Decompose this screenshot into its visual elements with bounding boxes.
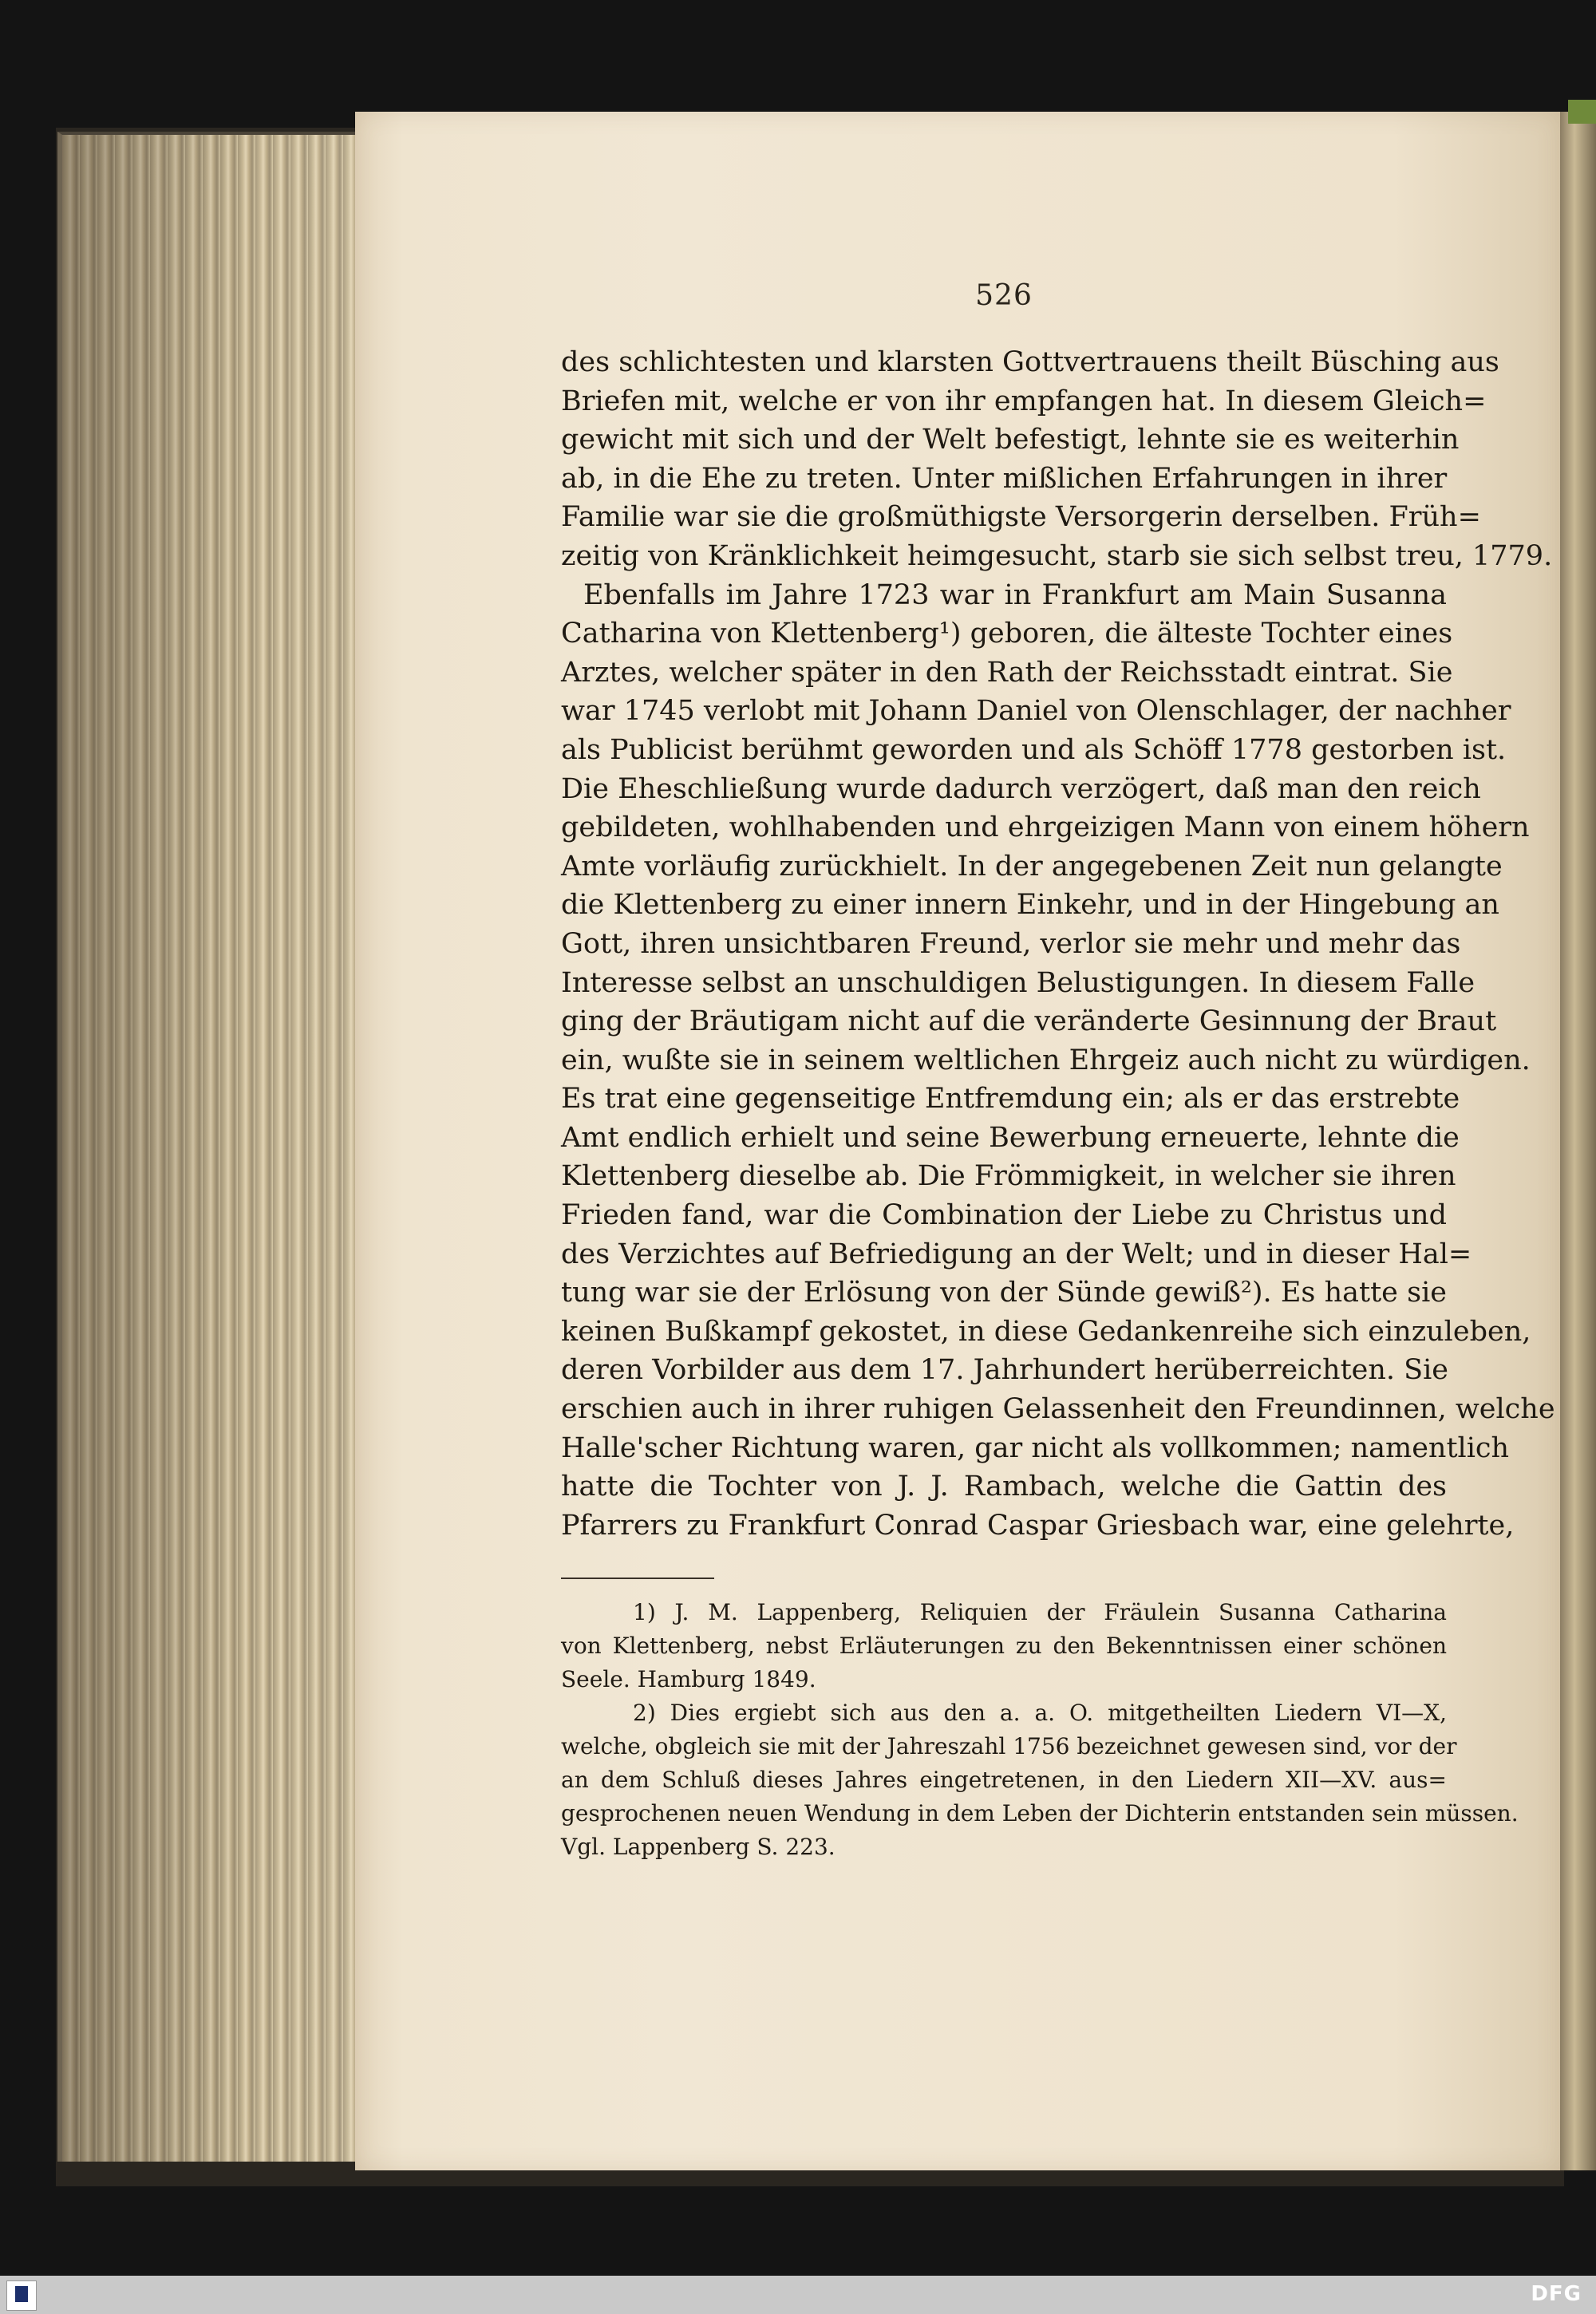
footnote-line: von Klettenberg, nebst Erläuterungen zu den Bekenntnissen einer schönen xyxy=(561,1633,1447,1659)
text-line: Catharina von Klettenberg¹) geboren, die älteste Tochter eines xyxy=(561,618,1453,650)
footnote-line: an dem Schluß dieses Jahres eingetretenen, in den Liedern XII—XV. aus= xyxy=(561,1767,1447,1793)
library-logo-icon xyxy=(6,2280,37,2311)
text-line: deren Vorbilder aus dem 17. Jahrhundert herüberreichten. Sie xyxy=(561,1354,1449,1387)
footnote-line: 1) J. M. Lappenberg, Reliquien der Fräulein Susanna Catharina xyxy=(633,1599,1447,1625)
text-line: gewicht mit sich und der Welt befestigt, lehnte sie es weiterhin xyxy=(561,424,1460,456)
text-line: Frieden fand, war die Combination der Liebe zu Christus und xyxy=(561,1199,1447,1232)
text-line: Arztes, welcher später in den Rath der Reichsstadt eintrat. Sie xyxy=(561,656,1453,689)
text-line: Interesse selbst an unschuldigen Belustigungen. In diesem Falle xyxy=(561,966,1476,999)
footnote-line: 2) Dies ergiebt sich aus den a. a. O. mitgetheilten Liedern VI—X, xyxy=(633,1700,1447,1726)
text-line: hatte die Tochter von J. J. Rambach, welche die Gattin des xyxy=(561,1471,1447,1503)
footnote-line: gesprochenen neuen Wendung in dem Leben der Dichterin entstanden sein müssen. xyxy=(561,1800,1519,1826)
text-line: des schlichtesten und klarsten Gottvertrauens theilt Büsching aus xyxy=(561,346,1499,378)
text-line: Die Eheschließung wurde dadurch verzögert, daß man den reich xyxy=(561,772,1481,805)
footnote-line: Seele. Hamburg 1849. xyxy=(561,1666,816,1692)
text-line: die Klettenberg zu einer innern Einkehr, und in der Hingebung an xyxy=(561,889,1499,922)
text-line: Halle'scher Richtung waren, gar nicht als vollkommen; namentlich xyxy=(561,1431,1510,1464)
text-line: ab, in die Ehe zu treten. Unter mißlichen Erfahrungen in ihrer xyxy=(561,462,1448,495)
footnote-line: welche, obgleich sie mit der Jahreszahl 1756 bezeichnet gewesen sind, vor der xyxy=(561,1733,1457,1759)
text-line: des Verzichtes auf Befriedigung an der Welt; und in dieser Hal= xyxy=(561,1238,1472,1270)
text-line: war 1745 verlobt mit Johann Daniel von Olenschlager, der nachher xyxy=(561,695,1511,728)
text-line: Gott, ihren unsichtbaren Freund, verlor sie mehr und mehr das xyxy=(561,927,1461,960)
text-line: Familie war sie die großmüthigste Versorgerin derselben. Früh= xyxy=(561,501,1481,534)
text-line: Ebenfalls im Jahre 1723 war in Frankfurt am Main Susanna xyxy=(583,578,1447,611)
footnote-divider xyxy=(561,1578,714,1579)
text-line: tung war sie der Erlösung von der Sünde gewiß²). Es hatte sie xyxy=(561,1277,1447,1309)
text-line: Briefen mit, welche er von ihr empfangen hat. In diesem Gleich= xyxy=(561,385,1487,417)
text-line: Pfarrers zu Frankfurt Conrad Caspar Griesbach war, eine gelehrte, xyxy=(561,1509,1515,1542)
footnotes xyxy=(561,1596,1519,1864)
text-line: keinen Bußkampf gekostet, in diese Gedankenreihe sich einzuleben, xyxy=(561,1315,1531,1348)
viewer-footer-bar xyxy=(0,2276,1596,2314)
text-line: Amt endlich erhielt und seine Bewerbung erneuerte, lehnte die xyxy=(561,1121,1460,1154)
text-line: Klettenberg dieselbe ab. Die Frömmigkeit, in welcher sie ihren xyxy=(561,1160,1456,1193)
page-number: 526 xyxy=(975,279,1033,312)
text-line: als Publicist berühmt geworden und als Schöff 1778 gestorben ist. xyxy=(561,733,1507,766)
text-line: Es trat eine gegenseitige Entfremdung ein; als er das erstrebte xyxy=(561,1083,1460,1116)
text-line: gebildeten, wohlhabenden und ehrgeizigen Mann von einem höhern xyxy=(561,811,1530,844)
text-line: erschien auch in ihrer ruhigen Gelassenheit den Freundinnen, welche xyxy=(561,1393,1555,1426)
text-line: ging der Bräutigam nicht auf die veränderte Gesinnung der Braut xyxy=(561,1005,1497,1038)
text-line: zeitig von Kränklichkeit heimgesucht, starb sie sich selbst treu, 1779. xyxy=(561,539,1553,572)
text-line: ein, wußte sie in seinem weltlichen Ehrgeiz auch nicht zu würdigen. xyxy=(561,1044,1531,1076)
body-text xyxy=(561,343,1555,1545)
page-edges xyxy=(57,132,373,2162)
dfg-logo: DFG xyxy=(1531,2282,1582,2306)
footnote-line: Vgl. Lappenberg S. 223. xyxy=(561,1834,836,1860)
next-page-edge xyxy=(1560,112,1596,2170)
text-line: Amte vorläufig zurückhielt. In der angegebenen Zeit nun gelangte xyxy=(561,850,1503,883)
